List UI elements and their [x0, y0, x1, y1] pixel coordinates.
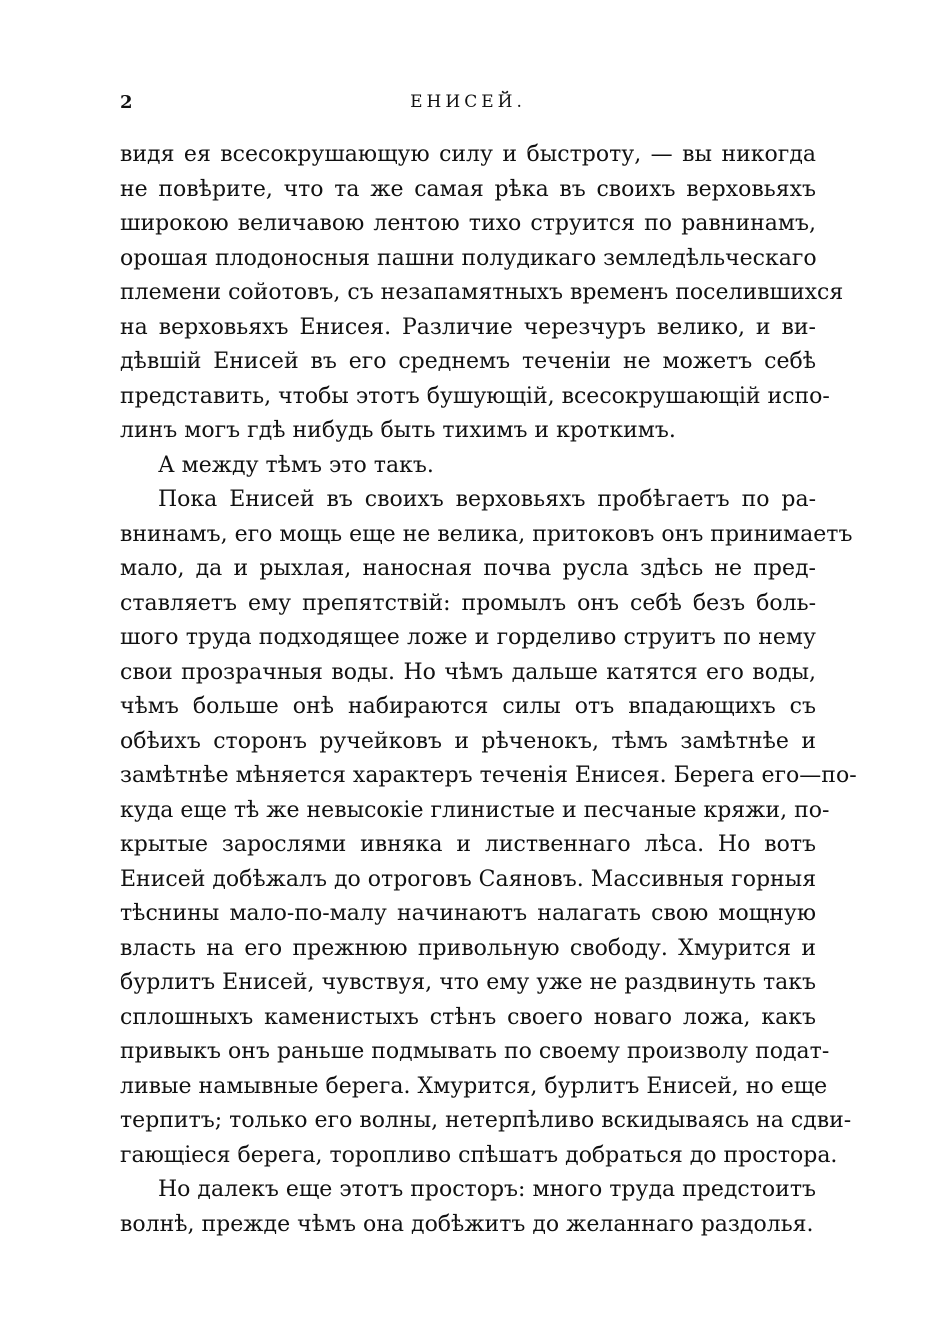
text-line: А между тѣмъ это такъ.: [158, 452, 434, 478]
text-line: замѣтнѣе мѣняется характеръ теченiя Енисея. Берега его—по-: [120, 763, 857, 788]
text-line: власть на его прежнюю привольную свободу. Хмурится и: [120, 935, 816, 961]
text-line: ливые намывные берега. Хмурится, бурлитъ Енисей, но еще: [120, 1073, 828, 1099]
text-line: дѣвшiй Енисей въ его среднемъ теченiи не можетъ себѣ: [120, 349, 816, 374]
paragraph: [120, 483, 857, 1173]
text-line: терпитъ; только его волны, нетерпѣливо вскидываясь на сдви-: [120, 1108, 852, 1133]
text-line: Енисей добѣжалъ до отроговъ Саяновъ. Массивныя горныя: [120, 866, 817, 892]
text-line: внинамъ, его мощь еще не велика, притоковъ онъ принимаетъ: [120, 521, 853, 547]
text-line: широкою величавою лентою тихо струится по равнинамъ,: [120, 211, 816, 236]
text-line: гающiеся берега, торопливо спѣшатъ добраться до простора.: [120, 1142, 838, 1168]
text-line: обѣихъ сторонъ ручейковъ и рѣченокъ, тѣмъ замѣтнѣе и: [120, 728, 816, 754]
text-line: чѣмъ больше онѣ набираются силы отъ впадающихъ съ: [120, 694, 816, 719]
text-line: сплошныхъ каменистыхъ стѣнъ своего новаго ложа, какъ: [120, 1004, 816, 1030]
text-line: тѣснины мало-по-малу начинаютъ налагать свою мощную: [120, 901, 816, 926]
text-line: орошая плодоносныя пашни полудикаго земледѣльческаго: [120, 245, 817, 271]
text-line: не повѣрите, что та же самая рѣка въ своихъ верховьяхъ: [120, 176, 816, 202]
chapter-title: ЕНИСЕЙ.: [410, 92, 526, 112]
paragraph: [120, 138, 844, 449]
body-text: [120, 138, 857, 1242]
text-line: ставляетъ ему препятствiй: промылъ онъ себѣ безъ боль-: [120, 590, 816, 616]
text-line: крытые зарослями ивняка и лиственнаго лѣса. Но вотъ: [120, 832, 816, 857]
text-line: видя ея всесокрушающую силу и быстроту, — вы никогда: [120, 142, 816, 167]
paragraph: [120, 449, 816, 484]
text-line: волнѣ, прежде чѣмъ она добѣжитъ до желаннаго раздолья.: [120, 1211, 814, 1237]
running-header: [120, 92, 816, 122]
text-line: бурлитъ Енисей, чувствуя, что ему уже не раздвинуть такъ: [120, 970, 816, 995]
text-line: мало, да и рыхлая, наносная почва русла здѣсь не пред-: [120, 556, 816, 581]
text-line: куда еще тѣ же невысокiе глинистые и песчаные кряжи, по-: [120, 797, 830, 823]
text-line: Но далекъ еще этотъ просторъ: много труда предстоитъ: [158, 1177, 816, 1202]
text-line: свои прозрачныя воды. Но чѣмъ дальше катятся его воды,: [120, 659, 816, 685]
text-line: линъ могъ гдѣ нибудь быть тихимъ и кроткимъ.: [120, 418, 676, 443]
text-line: представить, чтобы этотъ бушующiй, всесокрушающiй испо-: [120, 383, 830, 409]
text-line: племени сойотовъ, съ незапамятныхъ временъ поселившихся: [120, 280, 844, 305]
text-line: Пока Енисей въ своихъ верховьяхъ пробѣгаетъ по ра-: [158, 487, 816, 512]
text-line: на верховьяхъ Енисея. Различие черезчуръ велико, и ви-: [120, 314, 816, 340]
page-number: 2: [120, 92, 133, 113]
text-line: привыкъ онъ раньше подмывать по своему произволу подат-: [120, 1039, 830, 1064]
paragraph: [120, 1173, 816, 1242]
text-line: шого труда подходящее ложе и горделиво струитъ по нему: [120, 625, 816, 650]
